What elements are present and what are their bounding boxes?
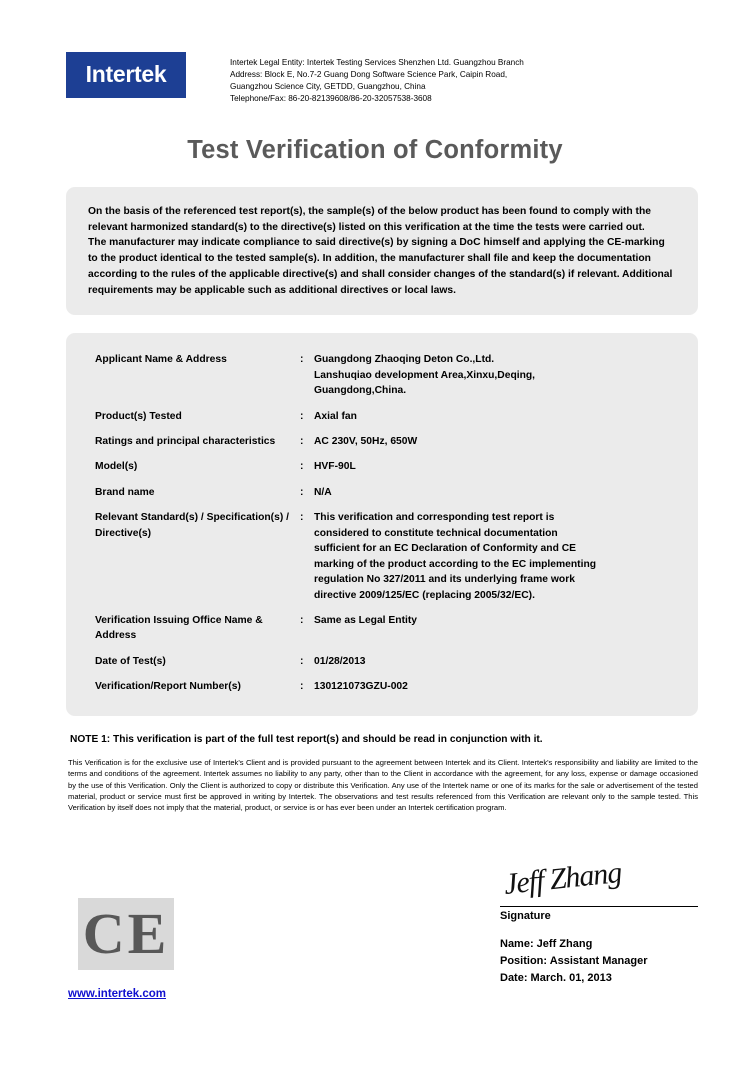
legal-line-2: Address: Block E, No.7-2 Guang Dong Software Science Park, Caipin Road,: [230, 70, 508, 80]
detail-value-line: marking of the product according to the EC implementing: [314, 558, 597, 570]
detail-value: [314, 613, 676, 628]
signatory-name: Name: Jeff Zhang: [500, 938, 593, 950]
detail-label: Product(s) Tested: [95, 410, 182, 422]
intertek-website-link[interactable]: www.intertek.com: [68, 988, 166, 1000]
detail-value-line: N/A: [314, 486, 332, 498]
signature-block: [500, 855, 700, 987]
detail-label-text: Relevant Standard(s) / Specification(s) / Directive(s): [95, 512, 289, 539]
detail-row-model: [88, 454, 676, 479]
signature-line: [500, 906, 698, 907]
detail-value-line: directive 2009/125/EC (replacing 2005/32/EC).: [314, 589, 535, 601]
detail-label: Applicant Name & Address: [95, 354, 227, 366]
detail-value-line: This verification and corresponding test report is: [314, 512, 555, 524]
detail-colon: :: [300, 461, 304, 473]
signatory-date: Date: March. 01, 2013: [500, 972, 612, 985]
detail-row-date-of-tests: [88, 649, 676, 674]
signatory-position: Position: Assistant Manager: [500, 955, 648, 968]
detail-value: [314, 485, 676, 500]
detail-colon: :: [300, 410, 304, 422]
detail-value: [314, 409, 676, 424]
detail-row-standards: [88, 505, 676, 608]
detail-label: Ratings and principal characteristics: [95, 436, 276, 448]
legal-line-1: Intertek Legal Entity: Intertek Testing Services Shenzhen Ltd. Guangzhou Branch: [230, 58, 524, 67]
intro-panel: [66, 187, 698, 316]
detail-value-line: Guangdong,China.: [314, 385, 407, 397]
signature-image: Jeff Zhang: [502, 855, 623, 902]
detail-value: [314, 510, 676, 603]
detail-label: Model(s): [95, 461, 138, 473]
note-text: NOTE 1: This verification is part of the full test report(s) and should be read in conjunction with it.: [70, 733, 543, 745]
detail-row-ratings: [88, 429, 676, 454]
detail-colon: :: [300, 512, 304, 524]
detail-label: Date of Test(s): [95, 655, 166, 667]
detail-value: [314, 679, 676, 694]
ce-mark-icon: [78, 898, 174, 970]
detail-value-line: Same as Legal Entity: [314, 614, 418, 626]
detail-value-line: HVF-90L: [314, 461, 356, 473]
details-panel: [66, 333, 698, 715]
ce-mark-label: CE: [82, 901, 170, 966]
detail-value: [314, 434, 676, 449]
signature-label: Signature: [500, 910, 551, 922]
intertek-logo: Intertek: [66, 52, 186, 98]
detail-value-line: sufficient for an EC Declaration of Conformity and CE: [314, 543, 577, 555]
signatory-details: [500, 936, 700, 987]
detail-label: [88, 510, 300, 541]
detail-value: [314, 352, 676, 398]
detail-value: [314, 654, 676, 669]
intro-paragraph-2: The manufacturer may indicate compliance to said directive(s) by signing a DoC himself and applying the CE-marking to the product identical to the tested sample(s). In addition, the manufacturer shall file and keep the documentation according to the rules of the applicable directive(s) and shall consider changes of the standard(s) if relevant. Additional requirements may be applicable such as additional directives or local laws.: [88, 237, 673, 297]
legal-line-4: Telephone/Fax: 86-20-82139608/86-20-32057538-3608: [230, 94, 432, 104]
legal-entity-block: [230, 52, 524, 106]
detail-row-report-number: [88, 674, 676, 699]
detail-value-line: regulation No 327/2011 and its underlying frame work: [314, 574, 575, 586]
detail-value-line: 01/28/2013: [314, 655, 366, 667]
detail-value-line: Axial fan: [314, 410, 357, 422]
detail-label: Verification/Report Number(s): [95, 681, 241, 693]
detail-value-line: AC 230V, 50Hz, 650W: [314, 436, 418, 448]
detail-row-brand: [88, 480, 676, 505]
detail-colon: :: [300, 486, 304, 498]
detail-value-line: Guangdong Zhaoqing Deton Co.,Ltd.: [314, 354, 495, 366]
detail-colon: :: [300, 655, 304, 667]
detail-colon: :: [300, 354, 304, 366]
footer-area: [0, 855, 750, 1060]
detail-value: [314, 459, 676, 474]
detail-colon: :: [300, 681, 304, 693]
intro-paragraph-1: On the basis of the referenced test report(s), the sample(s) of the below product has been found to comply with the relevant harmonized standard(s) to the directive(s) listed on this verification at the time the tests were carried out.: [88, 205, 651, 233]
detail-row-product: [88, 404, 676, 429]
detail-value-line: 130121073GZU-002: [314, 681, 408, 693]
page-title: Test Verification of Conformity: [187, 135, 563, 164]
detail-colon: :: [300, 436, 304, 448]
detail-label: Verification Issuing Office Name & Address: [95, 614, 263, 642]
detail-row-applicant: [88, 347, 676, 403]
detail-colon: :: [300, 614, 304, 626]
legal-line-3: Guangzhou Science City, GETDD, Guangzhou, China: [230, 82, 426, 92]
disclaimer-text: This Verification is for the exclusive use of Intertek's Client and is provided pursuant to the agreement between Intertek and its Client. Intertek's responsibility and liability are limited to the terms and conditions of the agreement. Intertek assumes no liability to any party, other than to the Client in accordance with the agreement, for any loss, expense or damage occasioned by the use of this Verification. Only the Client is authorized to copy or distribute this Verification. Any use of the Intertek name or one of its marks for the sale or advertisement of the tested material, product or service must first be approved in writing by Intertek. The observations and test results referenced from this Verification are relevant only to the sample tested. This Verification by itself does not imply that the material, product, or service is or has ever been under an Intertek certification program.: [68, 757, 698, 813]
detail-label: Brand name: [95, 486, 155, 498]
detail-row-issuing-office: [88, 608, 676, 649]
document-header: [0, 0, 750, 106]
detail-value-line: considered to constitute technical documentation: [314, 527, 558, 539]
detail-value-line: Lanshuqiao development Area,Xinxu,Deqing,: [314, 369, 536, 381]
